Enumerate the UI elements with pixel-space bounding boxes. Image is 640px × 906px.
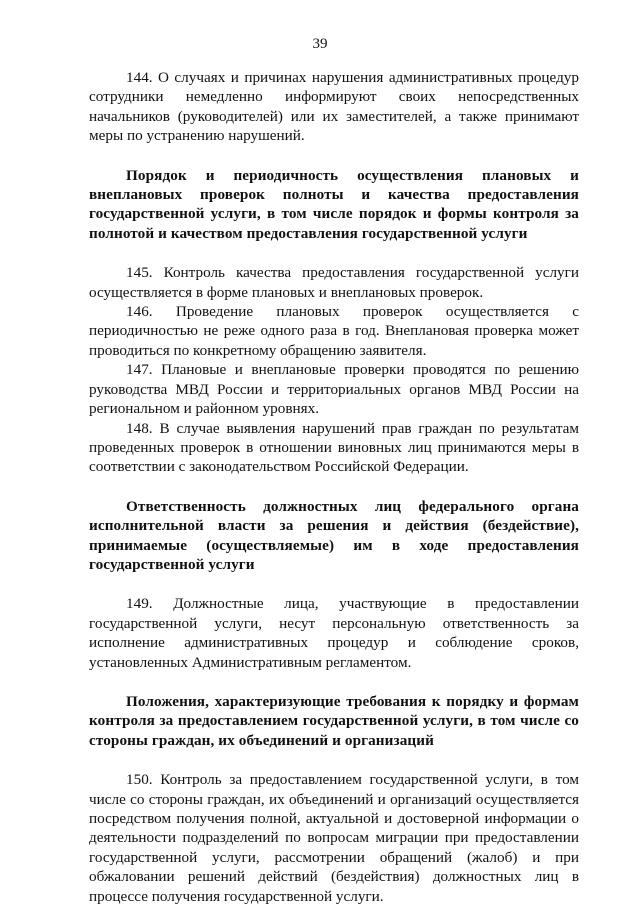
page-number: 39 xyxy=(312,36,328,52)
paragraph-146: 146. Проведение плановых проверок осуществляется с периодичностью не реже одного раза в год. Внеплановая проверка может проводиться по конкретному обращению заявителя. xyxy=(89,303,579,359)
paragraph-149: 149. Должностные лица, участвующие в предоставлении государственной услуги, несут персональную ответственность за исполнение административных процедур и соблюдение сроков, установленных Административным регламентом. xyxy=(89,595,579,671)
section-heading-responsibility: Ответственность должностных лиц федерального органа исполнительной власти за решения и действия (бездействие), принимаемые (осуществляемые) им в ходе предоставления государственной услуги xyxy=(89,497,579,573)
paragraph-144: 144. О случаях и причинах нарушения административных процедур сотрудники немедленно информируют своих непосредственных начальников (руководителей) или их заместителей, а также принимают меры по устранению нарушений. xyxy=(89,69,579,145)
section-heading-control: Порядок и периодичность осуществления плановых и внеплановых проверок полноты и качества предоставления государственной услуги, в том числе порядок и формы контроля за полнотой и качеством предоставления государственной услуги xyxy=(89,166,579,242)
section-heading-requirements: Положения, характеризующие требования к порядку и формам контроля за предоставлением государственной услуги, в том числе со стороны граждан, их объединений и организаций xyxy=(89,692,579,749)
document-body xyxy=(89,68,579,906)
paragraph-150: 150. Контроль за предоставлением государственной услуги, в том числе со стороны граждан, их объединений и организаций осуществляется посредством получения полной, актуальной и достоверной информации о деятельности подразделений по вопросам миграции при предоставлении государственной услуги, рассмотрении обращений (жалоб) и при обжаловании решений действий (бездействия) должностных лиц в процессе получения государственной услуги. xyxy=(89,771,579,905)
paragraph-147: 147. Плановые и внеплановые проверки проводятся по решению руководства МВД России и территориальных органов МВД России на региональном и районном уровнях. xyxy=(89,361,579,418)
paragraph-148: 148. В случае выявления нарушений прав граждан по результатам проведенных проверок в отношении виновных лиц принимаются меры в соответствии с законодательством Российской Федерации. xyxy=(89,419,579,476)
paragraph-145: 145. Контроль качества предоставления государственной услуги осуществляется в форме плановых и внеплановых проверок. xyxy=(89,264,579,301)
